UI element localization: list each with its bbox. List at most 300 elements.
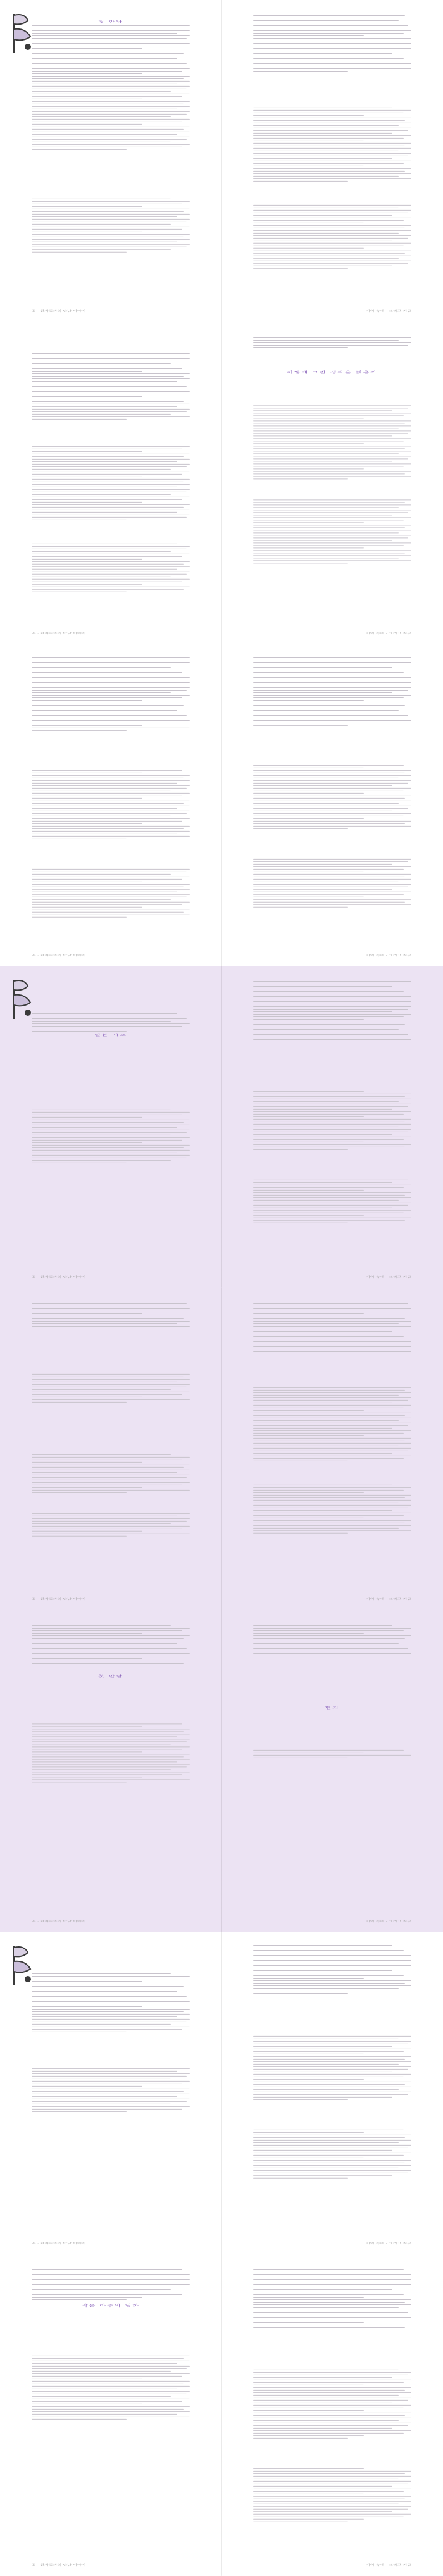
- text-line: [253, 1487, 411, 1488]
- text-line: [253, 1428, 392, 1429]
- page-footer: 기억 속에 · 그리고 지금: [366, 954, 411, 957]
- text-line: [32, 1477, 187, 1478]
- text-line: [32, 1663, 184, 1664]
- text-line: [32, 546, 190, 547]
- text-line: [253, 2302, 405, 2303]
- text-line: [253, 33, 404, 34]
- text-line: [253, 53, 392, 54]
- text-line: [32, 1140, 182, 1141]
- text-line: [32, 775, 190, 776]
- text-line: [32, 2371, 171, 2372]
- text-line: [253, 1387, 411, 1388]
- text-line: [32, 1526, 190, 1527]
- text-line: [32, 30, 190, 31]
- page-fold: [221, 1610, 222, 1932]
- text-line: [32, 700, 142, 701]
- text-line: [253, 499, 411, 500]
- text-line: [253, 1405, 411, 1406]
- text-line: [253, 2420, 399, 2421]
- text-line: [32, 2381, 190, 2382]
- text-line: [253, 1653, 411, 1654]
- body-text: [253, 1623, 411, 1760]
- page-spread: [0, 2254, 443, 2576]
- text-line: [253, 2438, 348, 2439]
- text-line: [32, 715, 187, 716]
- text-line: [32, 917, 127, 918]
- text-line: [253, 2382, 404, 2383]
- text-line: [253, 58, 404, 59]
- text-line: [32, 1018, 187, 1019]
- text-line: [253, 2297, 364, 2298]
- text-line: [32, 91, 171, 92]
- text-line: [32, 657, 190, 658]
- text-line: [32, 1122, 184, 1123]
- text-line: [253, 527, 405, 528]
- text-line: [32, 1031, 127, 1032]
- text-line: [253, 258, 399, 259]
- text-line: [32, 672, 182, 673]
- text-line: [32, 1147, 184, 1148]
- text-line: [32, 1145, 190, 1146]
- text-line: [253, 1326, 411, 1327]
- text-line: [253, 826, 411, 827]
- text-line: [253, 1124, 411, 1125]
- text-line: [253, 1400, 408, 1401]
- text-line: [253, 821, 411, 822]
- text-line: [253, 770, 411, 771]
- text-line: [253, 1205, 408, 1206]
- text-line: [253, 438, 411, 439]
- right-page: [222, 1610, 443, 1932]
- text-line: [253, 785, 392, 786]
- text-line: [32, 879, 182, 880]
- text-line: [253, 248, 364, 249]
- text-line: [32, 414, 171, 415]
- text-line: [253, 2428, 392, 2429]
- text-line: [253, 682, 411, 683]
- text-line: [253, 178, 411, 179]
- text-line: [32, 1759, 190, 1760]
- text-line: [32, 902, 190, 903]
- text-line: [32, 566, 190, 567]
- text-line: [32, 1399, 190, 1400]
- text-line: [32, 1774, 182, 1775]
- text-line: [32, 371, 142, 372]
- text-line: [253, 473, 405, 474]
- text-line: [253, 818, 364, 819]
- text-line: [253, 342, 411, 343]
- right-page: [222, 322, 443, 644]
- text-line: [253, 1945, 392, 1946]
- text-line: [32, 818, 190, 819]
- text-line: [32, 81, 190, 82]
- text-line: [253, 235, 411, 236]
- text-line: [253, 25, 408, 26]
- text-line: [32, 1976, 190, 1977]
- text-line: [32, 499, 182, 500]
- text-line: [253, 1750, 404, 1751]
- text-line: [253, 783, 408, 784]
- text-line: [32, 889, 190, 890]
- text-line: [253, 695, 411, 696]
- text-line: [253, 148, 411, 149]
- text-line: [253, 2289, 392, 2290]
- text-line: [253, 1430, 411, 1431]
- text-line: [253, 1635, 411, 1636]
- text-line: [253, 2041, 411, 2042]
- text-line: [32, 1726, 142, 1727]
- text-line: [32, 1986, 184, 1987]
- text-line: [32, 68, 190, 69]
- text-line: [32, 1630, 182, 1631]
- text-line: [253, 1001, 411, 1002]
- text-line: [253, 2160, 411, 2161]
- text-line: [253, 171, 405, 172]
- text-line: [253, 1134, 392, 1135]
- page-footer: 끝 · 환자들과의 만남 이야기: [32, 1275, 86, 1279]
- text-line: [32, 662, 190, 663]
- text-line: [253, 2074, 411, 2075]
- text-line: [253, 991, 404, 992]
- text-line: [253, 894, 404, 895]
- body-text: [32, 1013, 190, 1165]
- text-line: [253, 1341, 411, 1342]
- text-line: [253, 433, 408, 434]
- body-text: [32, 657, 190, 920]
- text-line: [32, 1635, 190, 1636]
- text-line: [32, 489, 190, 490]
- page-footer: 기억 속에 · 그리고 지금: [366, 309, 411, 313]
- text-line: [253, 1019, 364, 1020]
- text-line: [32, 1026, 182, 1027]
- text-line: [32, 2409, 184, 2410]
- spread-inner: [0, 2254, 443, 2576]
- text-line: [253, 2372, 411, 2373]
- text-line: [32, 409, 190, 410]
- text-line: [32, 1779, 190, 1780]
- text-line: [32, 1487, 142, 1488]
- text-line: [32, 551, 171, 552]
- text-line: [253, 2036, 411, 2037]
- text-line: [32, 214, 190, 215]
- text-line: [253, 765, 404, 766]
- text-line: [253, 1195, 405, 1196]
- text-line: [253, 793, 364, 794]
- text-line: [32, 201, 190, 202]
- right-page: [222, 2254, 443, 2576]
- body-text: [32, 1623, 190, 1784]
- text-line: [253, 2150, 392, 2151]
- text-line: [32, 1628, 190, 1629]
- text-line: [253, 1453, 392, 1454]
- text-line: [253, 715, 408, 716]
- page-spread: [0, 1932, 443, 2254]
- text-line: [253, 1308, 411, 1309]
- text-line: [253, 215, 392, 216]
- text-line: [253, 550, 411, 551]
- text-line: [253, 1011, 392, 1012]
- text-line: [32, 119, 190, 120]
- text-line: [253, 2433, 404, 2434]
- text-line: [32, 2014, 190, 2015]
- text-line: [32, 1137, 190, 1138]
- text-line: [32, 1764, 190, 1765]
- text-line: [253, 2435, 364, 2436]
- text-line: [253, 1192, 411, 1193]
- page-footer: 끝 · 환자들과의 만남 이야기: [32, 2242, 86, 2245]
- text-line: [253, 874, 411, 875]
- text-line: [32, 78, 184, 79]
- text-line: [253, 1029, 399, 1030]
- text-line: [253, 38, 411, 39]
- text-line: [253, 2178, 348, 2179]
- text-line: [32, 474, 182, 475]
- text-line: [32, 244, 190, 245]
- text-line: [32, 1323, 177, 1324]
- text-line: [253, 43, 411, 44]
- text-line: [32, 58, 177, 59]
- page-footer: 기억 속에 · 그리고 지금: [366, 1275, 411, 1279]
- text-line: [253, 662, 411, 663]
- text-line: [32, 111, 190, 112]
- text-line: [32, 517, 187, 518]
- spread-inner: [0, 1610, 443, 1932]
- right-page: [222, 0, 443, 322]
- text-line: [253, 710, 399, 711]
- text-line: [32, 2106, 190, 2107]
- text-line: [253, 1630, 404, 1631]
- text-line: [32, 1321, 190, 1322]
- text-line: [253, 813, 411, 814]
- text-line: [32, 1454, 171, 1455]
- text-line: [32, 129, 184, 130]
- chapter-ornament-icon: [9, 1944, 38, 1988]
- body-text: [253, 335, 411, 565]
- left-page: [0, 644, 222, 966]
- text-line: [253, 803, 399, 804]
- text-line: [253, 1530, 411, 1531]
- text-line: [253, 555, 411, 556]
- text-line: [253, 20, 399, 21]
- text-line: [253, 153, 411, 154]
- text-line: [253, 2387, 411, 2388]
- text-line: [253, 1510, 392, 1511]
- text-line: [253, 889, 392, 890]
- text-line: [32, 682, 190, 683]
- text-line: [253, 1643, 399, 1644]
- text-line: [253, 657, 411, 658]
- page-footer: 끝 · 환자들과의 만남 이야기: [32, 632, 86, 635]
- text-line: [32, 1472, 177, 1473]
- page-spread: [0, 1288, 443, 1610]
- text-line: [253, 2390, 405, 2391]
- text-line: [253, 1950, 404, 1951]
- text-line: [32, 823, 142, 824]
- text-line: [32, 2269, 182, 2270]
- text-line: [32, 25, 190, 26]
- text-line: [253, 775, 411, 776]
- text-line: [32, 2024, 171, 2025]
- spread-inner: [0, 0, 443, 322]
- text-line: [32, 687, 190, 688]
- text-line: [32, 2111, 127, 2112]
- page-footer: 기억 속에 · 그리고 지금: [366, 2563, 411, 2567]
- text-line: [32, 1482, 190, 1483]
- text-line: [253, 2279, 411, 2280]
- text-line: [253, 1318, 405, 1319]
- text-line: [253, 63, 411, 64]
- text-line: [32, 1658, 142, 1659]
- text-line: [253, 1395, 399, 1396]
- text-line: [253, 1960, 411, 1961]
- page-fold: [221, 322, 222, 644]
- text-line: [32, 252, 127, 253]
- text-line: [32, 73, 142, 74]
- text-line: [32, 2016, 177, 2017]
- text-line: [32, 416, 190, 417]
- text-line: [253, 1497, 405, 1498]
- text-line: [253, 1129, 411, 1130]
- text-line: [253, 1633, 364, 1634]
- text-line: [253, 2046, 392, 2047]
- text-line: [253, 71, 348, 72]
- page-fold: [221, 966, 222, 1288]
- text-line: [253, 2274, 411, 2275]
- text-line: [253, 225, 411, 226]
- text-line: [253, 1336, 404, 1337]
- text-line: [253, 1182, 392, 1183]
- page-footer: 끝 · 환자들과의 만남 이야기: [32, 2563, 86, 2567]
- text-line: [253, 2491, 404, 2492]
- text-line: [253, 1975, 404, 1976]
- text-line: [32, 2419, 127, 2420]
- text-line: [32, 907, 142, 908]
- text-line: [253, 902, 405, 903]
- text-line: [32, 446, 190, 447]
- text-line: [32, 86, 190, 87]
- text-line: [253, 504, 411, 505]
- text-line: [32, 2284, 190, 2285]
- text-line: [32, 38, 187, 39]
- section-title: 일본 시오: [94, 1033, 127, 1037]
- text-line: [253, 2051, 404, 2052]
- text-line: [32, 770, 182, 771]
- text-line: [253, 1755, 411, 1756]
- text-line: [253, 1993, 348, 1994]
- text-line: [253, 1983, 405, 1984]
- text-line: [32, 569, 177, 570]
- text-line: [253, 2476, 411, 2477]
- page-footer: 끝 · 환자들과의 만남 이야기: [32, 1597, 86, 1601]
- text-line: [253, 1533, 348, 1534]
- text-line: [32, 2068, 190, 2069]
- text-line: [32, 2414, 177, 2415]
- text-line: [32, 831, 190, 832]
- text-line: [32, 461, 177, 462]
- text-line: [253, 2425, 408, 2426]
- text-line: [253, 537, 408, 538]
- text-line: [253, 1435, 364, 1436]
- text-line: [253, 861, 408, 862]
- text-line: [32, 381, 177, 382]
- text-line: [32, 2011, 184, 2012]
- text-line: [32, 2006, 142, 2007]
- text-line: [253, 517, 411, 518]
- text-line: [253, 2170, 411, 2171]
- text-line: [253, 2415, 405, 2416]
- text-line: [32, 1155, 190, 1156]
- text-line: [32, 695, 190, 696]
- text-line: [32, 1490, 190, 1491]
- text-line: [32, 479, 190, 480]
- text-line: [32, 1313, 142, 1314]
- text-line: [32, 1492, 127, 1493]
- text-line: [253, 1528, 399, 1529]
- text-line: [253, 981, 411, 982]
- text-line: [32, 512, 177, 513]
- text-line: [32, 2279, 190, 2280]
- text-line: [32, 502, 142, 503]
- text-line: [32, 239, 190, 240]
- text-line: [32, 1723, 182, 1724]
- text-line: [253, 68, 411, 69]
- text-line: [32, 690, 187, 691]
- text-line: [253, 1116, 364, 1117]
- text-line: [32, 363, 171, 364]
- text-line: [253, 2317, 411, 2318]
- text-line: [253, 2069, 408, 2070]
- text-line: [32, 494, 171, 495]
- text-line: [253, 1149, 348, 1150]
- text-line: [32, 1625, 171, 1626]
- section-title: 편지: [325, 1706, 340, 1710]
- text-line: [253, 507, 399, 508]
- text-line: [32, 720, 190, 721]
- text-line: [32, 785, 190, 786]
- text-line: [32, 96, 182, 97]
- text-line: [32, 2376, 182, 2377]
- text-line: [32, 1761, 177, 1762]
- text-line: [253, 884, 411, 885]
- page-spread: [0, 966, 443, 1288]
- text-line: [253, 2132, 364, 2133]
- text-line: [253, 1438, 411, 1439]
- text-line: [253, 1515, 404, 1516]
- text-line: [253, 120, 405, 121]
- text-line: [32, 48, 142, 49]
- text-line: [253, 1397, 411, 1398]
- chapter-ornament-icon: [9, 977, 38, 1022]
- text-line: [32, 874, 171, 875]
- text-line: [253, 2145, 411, 2146]
- text-line: [253, 1034, 408, 1035]
- body-text: [32, 25, 190, 254]
- text-line: [253, 879, 411, 880]
- text-line: [253, 725, 348, 726]
- body-text: [32, 2267, 190, 2422]
- text-line: [32, 1467, 184, 1468]
- text-line: [32, 358, 190, 359]
- text-line: [253, 1111, 411, 1112]
- text-line: [253, 2496, 411, 2497]
- text-line: [32, 1374, 190, 1375]
- page-fold: [221, 1932, 222, 2254]
- text-line: [253, 2099, 348, 2100]
- text-line: [253, 1346, 411, 1347]
- text-line: [253, 158, 392, 159]
- text-line: [32, 456, 184, 457]
- text-line: [253, 1495, 411, 1496]
